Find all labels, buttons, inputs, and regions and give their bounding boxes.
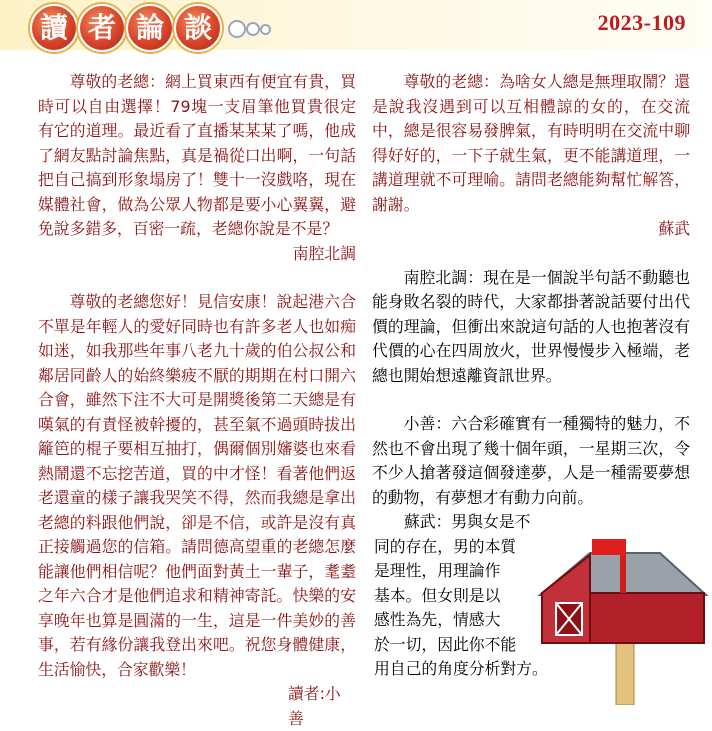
mailbox-illustration <box>520 525 710 705</box>
editor-reply: 小善：六合彩確實有一種獨特的魅力，不然也不會出現了幾十個年頭，一星期三次，令不少人搶著發這個發達夢，人是一種需要夢想的動物，有夢想才有動力向前。 <box>372 414 690 507</box>
reply-line: 基本。但女則是以 <box>374 585 501 605</box>
title-char-4: 談 <box>174 4 222 52</box>
letter-body: 尊敬的老總：網上買東西有便宜有貴，買時可以自由選擇！79塊一支眉筆他買貴很定有它的道理。最近看了直播某某某了嗎，他成了網友點討論焦點，真是禍從口出啊，一句話把自己搞到形象塌房了！雙十一沒戲咯，現在媒體社會，做為公眾人物都是要小心翼翼，避免說多錯多，百密一疏，老總你說是不是？ <box>38 72 356 238</box>
left-column <box>38 70 356 731</box>
letter-signature: 南腔北調 <box>292 243 356 263</box>
editor-reply: 南腔北調：現在是一個說半句話不動聽也能身敗名裂的時代，大家都掛著說話要付出代價的理論，但衝出來說這句話的人也抱著沒有代價的心在四周放火，世界慢慢步入極端，老總也開始想遠離資訊世界。 <box>372 267 690 385</box>
decor-bubble-2 <box>246 22 260 36</box>
reply-line: 是理性，用理論作 <box>374 561 501 580</box>
reply-line: 同的存在，男的本質 <box>374 536 517 556</box>
title-char-3: 論 <box>126 4 174 52</box>
editor-reply-3 <box>374 510 548 682</box>
decor-bubble-1 <box>228 20 246 38</box>
header-banner <box>0 0 712 50</box>
letter-signature: 蘇武 <box>658 219 690 238</box>
spacer <box>372 388 690 412</box>
letter-body: 尊敬的老總：為啥女人總是無理取鬧？還是說我沒遇到可以互相體諒的女的，在交流中，總是很容易發脾氣，有時明明在交流中聊得好好的，一下子就生氣，更不能講道理，一講道理就不可理喻。請問老總能夠幫忙解答，謝謝。 <box>372 72 690 214</box>
title-char-2: 者 <box>78 4 126 52</box>
title-char-1: 讀 <box>30 4 78 52</box>
spacer <box>372 242 690 266</box>
reply-line: 用自己的角度分析對方。 <box>374 659 548 678</box>
decor-bubble-3 <box>260 24 271 35</box>
reply-line: 蘇武：男與女是不 <box>404 512 531 531</box>
right-column <box>372 70 690 510</box>
reply-line: 感性為先，情感大 <box>374 610 501 629</box>
issue-number: 2023-109 <box>597 10 686 35</box>
reply-line: 於一切，因此你不能 <box>374 634 517 654</box>
spacer <box>38 266 356 290</box>
letter-body: 尊敬的老總您好！見信安康！說起港六合不單是年輕人的愛好同時也有許多老人也如痴如迷，如我那些年事八老九十歲的伯公叔公和鄰居同齡人的始終樂疲不厭的期期在村口開六合會，雖然下注不大可是開獎後第二天總是有嘆氣的有責怪被幹擾的，甚至氣不過頭時拔出籬笆的棍子要相互抽打，偶爾個別嬸婆也來看熱鬧還不忘挖苦道，買的中才怪！看著他們返老還童的樣子讓我哭笑不得，然而我總是拿出老總的料跟他們說，卻是不信，或許是沒有真正接觸過您的信箱。請問德高望重的老總怎麼能讓他們相信呢？他們面對黃土一輩子，耄耋之年六合才是他們追求和精神寄託。快樂的安享晚年也算是圓滿的一生，這是一件美妙的善事，若有緣份讓我登出來吧。祝您身體健康，生活愉快，合家歡樂！ <box>38 292 356 679</box>
letter-signature: 讀者:小善 <box>288 684 341 728</box>
mailbox-flag <box>592 539 626 555</box>
